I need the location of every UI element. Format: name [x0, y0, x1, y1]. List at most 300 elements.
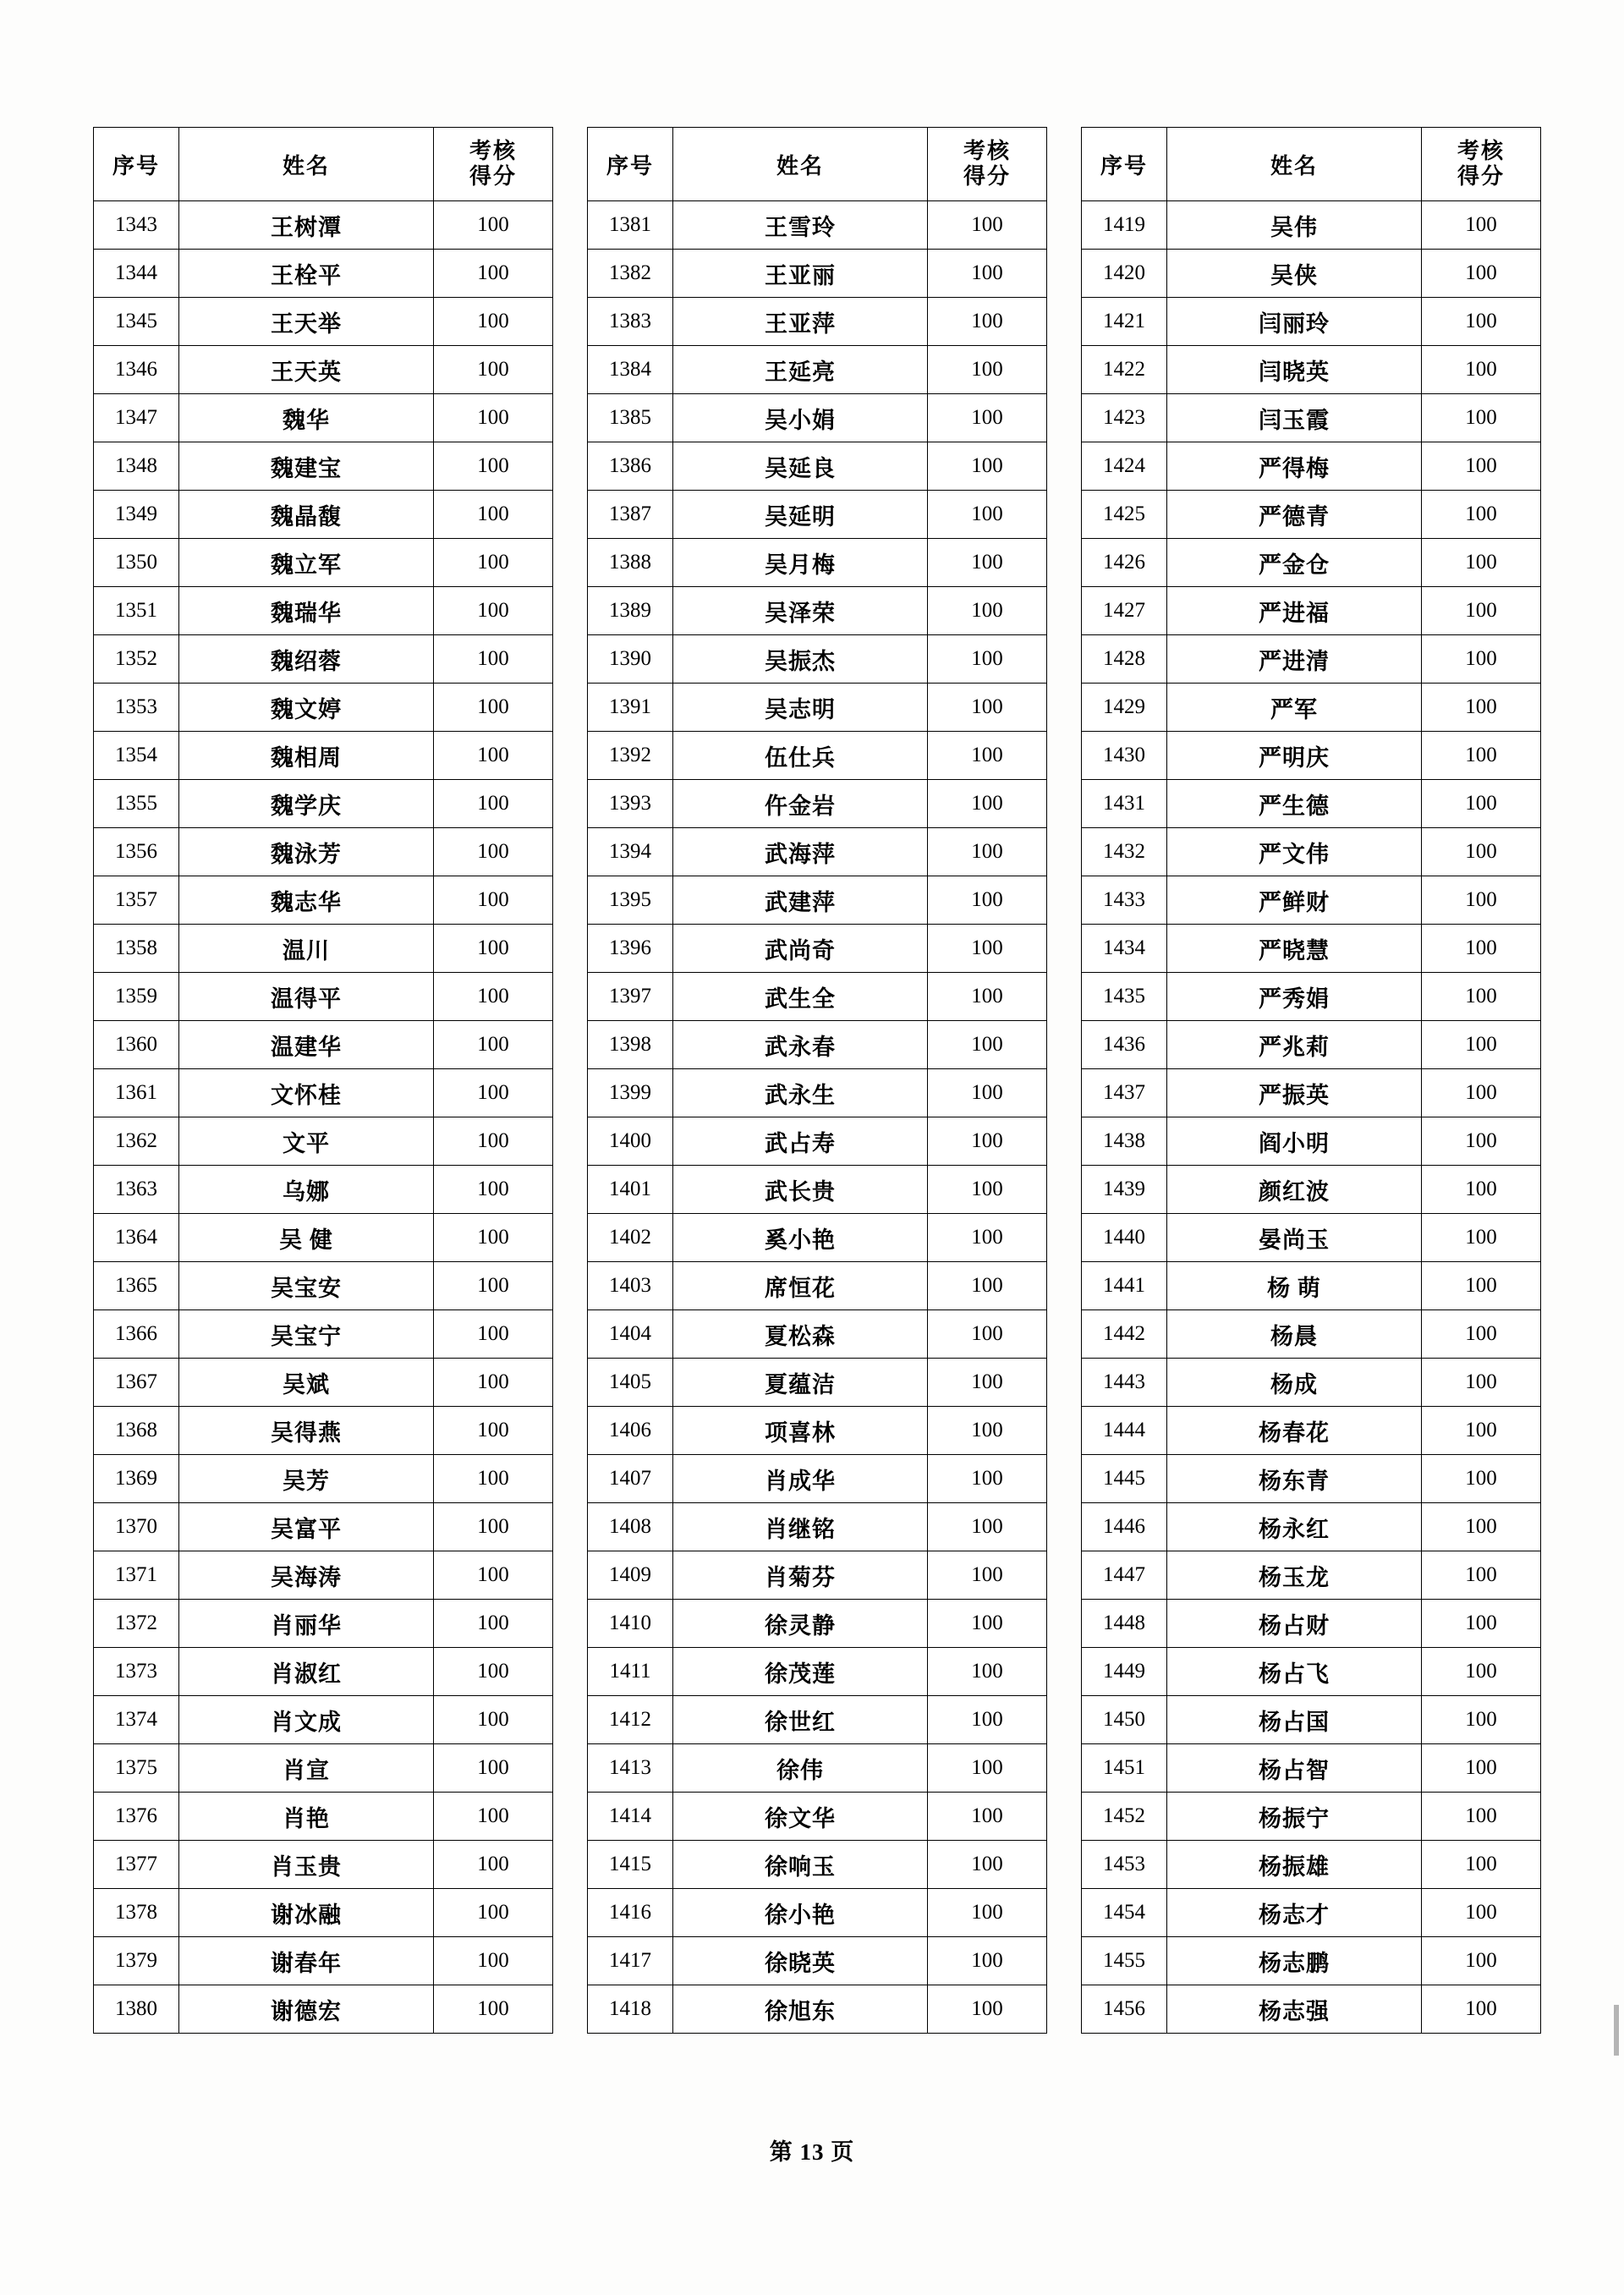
cell-seq: 1370 — [94, 1503, 179, 1551]
table-columns-container — [93, 127, 1531, 2034]
cell-name: 王天英 — [179, 346, 434, 394]
table-row — [588, 1696, 1047, 1744]
table-row — [1082, 298, 1541, 346]
cell-name: 魏志华 — [179, 876, 434, 925]
cell-name: 严文伟 — [1167, 828, 1422, 876]
cell-score: 100 — [928, 1117, 1047, 1166]
cell-score: 100 — [434, 1985, 553, 2034]
cell-score: 100 — [928, 1359, 1047, 1407]
cell-score: 100 — [928, 635, 1047, 684]
table-row — [1082, 1600, 1541, 1648]
cell-name: 王亚萍 — [673, 298, 928, 346]
cell-score: 100 — [434, 828, 553, 876]
cell-name: 杨占智 — [1167, 1744, 1422, 1793]
cell-seq: 1356 — [94, 828, 179, 876]
cell-name: 严晓慧 — [1167, 925, 1422, 973]
table-row — [588, 201, 1047, 250]
cell-seq: 1348 — [94, 442, 179, 491]
cell-seq: 1371 — [94, 1551, 179, 1600]
cell-name: 温川 — [179, 925, 434, 973]
cell-seq: 1403 — [588, 1262, 673, 1310]
table-row — [94, 780, 553, 828]
table-row — [1082, 1310, 1541, 1359]
table-row — [94, 1455, 553, 1503]
cell-name: 武长贵 — [673, 1166, 928, 1214]
table-row — [1082, 250, 1541, 298]
header-seq: 序号 — [588, 128, 673, 201]
table-row — [94, 442, 553, 491]
cell-score: 100 — [1422, 1937, 1541, 1985]
cell-seq: 1447 — [1082, 1551, 1167, 1600]
cell-seq: 1439 — [1082, 1166, 1167, 1214]
cell-name: 吴富平 — [179, 1503, 434, 1551]
table-row — [588, 250, 1047, 298]
table-row — [94, 876, 553, 925]
table-row — [1082, 587, 1541, 635]
cell-seq: 1385 — [588, 394, 673, 442]
table-row — [588, 1503, 1047, 1551]
cell-name: 魏瑞华 — [179, 587, 434, 635]
cell-seq: 1349 — [94, 491, 179, 539]
cell-name: 肖淑红 — [179, 1648, 434, 1696]
cell-seq: 1354 — [94, 732, 179, 780]
table-row — [94, 346, 553, 394]
cell-seq: 1398 — [588, 1021, 673, 1069]
cell-score: 100 — [1422, 1793, 1541, 1841]
table-row — [588, 1214, 1047, 1262]
cell-seq: 1435 — [1082, 973, 1167, 1021]
header-name: 姓名 — [673, 128, 928, 201]
header-score-line1: 考核 — [469, 139, 517, 164]
cell-score: 100 — [928, 1069, 1047, 1117]
cell-score: 100 — [434, 1648, 553, 1696]
score-table-column-1 — [93, 127, 553, 2034]
cell-score: 100 — [1422, 1262, 1541, 1310]
cell-score: 100 — [928, 1648, 1047, 1696]
cell-name: 严得梅 — [1167, 442, 1422, 491]
table-row — [1082, 1648, 1541, 1696]
table-row — [588, 1407, 1047, 1455]
cell-seq: 1401 — [588, 1166, 673, 1214]
table-row — [588, 1648, 1047, 1696]
table-row — [1082, 1793, 1541, 1841]
cell-score: 100 — [1422, 1744, 1541, 1793]
cell-name: 武占寿 — [673, 1117, 928, 1166]
table-row — [94, 1214, 553, 1262]
cell-name: 徐伟 — [673, 1744, 928, 1793]
table-row — [94, 1841, 553, 1889]
cell-name: 吴 健 — [179, 1214, 434, 1262]
table-row — [1082, 1262, 1541, 1310]
header-score-line1: 考核 — [963, 139, 1011, 164]
cell-score: 100 — [434, 1937, 553, 1985]
table-row — [588, 1600, 1047, 1648]
cell-seq: 1451 — [1082, 1744, 1167, 1793]
header-score-line2: 得分 — [963, 164, 1011, 189]
header-seq: 序号 — [1082, 128, 1167, 201]
cell-seq: 1425 — [1082, 491, 1167, 539]
cell-seq: 1440 — [1082, 1214, 1167, 1262]
score-table-column-2 — [587, 127, 1047, 2034]
cell-name: 肖宣 — [179, 1744, 434, 1793]
cell-name: 晏尚玉 — [1167, 1214, 1422, 1262]
page-number: 第 13 页 — [769, 2139, 855, 2165]
cell-score: 100 — [1422, 925, 1541, 973]
table-row — [94, 298, 553, 346]
table-row — [588, 1359, 1047, 1407]
cell-name: 闫玉霞 — [1167, 394, 1422, 442]
table-row — [94, 1117, 553, 1166]
cell-score: 100 — [434, 1455, 553, 1503]
cell-name: 吴侠 — [1167, 250, 1422, 298]
cell-name: 徐晓英 — [673, 1937, 928, 1985]
cell-name: 王延亮 — [673, 346, 928, 394]
cell-score: 100 — [1422, 1069, 1541, 1117]
table-row — [588, 1889, 1047, 1937]
cell-name: 吴志明 — [673, 684, 928, 732]
cell-name: 徐灵静 — [673, 1600, 928, 1648]
cell-name: 吴月梅 — [673, 539, 928, 587]
cell-score: 100 — [434, 1551, 553, 1600]
table-row — [1082, 1455, 1541, 1503]
cell-name: 伍仕兵 — [673, 732, 928, 780]
cell-score: 100 — [434, 1503, 553, 1551]
cell-name: 吴泽荣 — [673, 587, 928, 635]
table-row — [588, 925, 1047, 973]
table-row — [588, 1744, 1047, 1793]
cell-seq: 1433 — [1082, 876, 1167, 925]
cell-name: 肖玉贵 — [179, 1841, 434, 1889]
cell-seq: 1364 — [94, 1214, 179, 1262]
cell-name: 严生德 — [1167, 780, 1422, 828]
cell-seq: 1378 — [94, 1889, 179, 1937]
cell-score: 100 — [1422, 635, 1541, 684]
table-row — [588, 1117, 1047, 1166]
cell-seq: 1353 — [94, 684, 179, 732]
cell-name: 徐文华 — [673, 1793, 928, 1841]
cell-seq: 1412 — [588, 1696, 673, 1744]
cell-seq: 1394 — [588, 828, 673, 876]
table-row — [588, 1069, 1047, 1117]
table-row — [94, 1985, 553, 2034]
cell-seq: 1376 — [94, 1793, 179, 1841]
cell-seq: 1375 — [94, 1744, 179, 1793]
cell-score: 100 — [434, 1069, 553, 1117]
table-row — [588, 491, 1047, 539]
cell-seq: 1367 — [94, 1359, 179, 1407]
cell-seq: 1443 — [1082, 1359, 1167, 1407]
cell-score: 100 — [928, 684, 1047, 732]
cell-seq: 1428 — [1082, 635, 1167, 684]
cell-seq: 1421 — [1082, 298, 1167, 346]
cell-score: 100 — [434, 1841, 553, 1889]
table-row — [588, 1551, 1047, 1600]
table-row — [1082, 973, 1541, 1021]
cell-score: 100 — [1422, 732, 1541, 780]
cell-score: 100 — [928, 298, 1047, 346]
cell-score: 100 — [434, 1214, 553, 1262]
cell-score: 100 — [928, 1166, 1047, 1214]
cell-score: 100 — [434, 684, 553, 732]
cell-score: 100 — [434, 1262, 553, 1310]
cell-score: 100 — [1422, 346, 1541, 394]
cell-name: 夏松森 — [673, 1310, 928, 1359]
cell-score: 100 — [928, 346, 1047, 394]
table-row — [1082, 925, 1541, 973]
cell-name: 杨东青 — [1167, 1455, 1422, 1503]
table-row — [94, 1069, 553, 1117]
cell-name: 徐响玉 — [673, 1841, 928, 1889]
cell-name: 文怀桂 — [179, 1069, 434, 1117]
cell-seq: 1399 — [588, 1069, 673, 1117]
table-row — [1082, 1937, 1541, 1985]
cell-seq: 1355 — [94, 780, 179, 828]
cell-seq: 1417 — [588, 1937, 673, 1985]
table-row — [588, 684, 1047, 732]
cell-name: 王亚丽 — [673, 250, 928, 298]
cell-seq: 1453 — [1082, 1841, 1167, 1889]
cell-seq: 1431 — [1082, 780, 1167, 828]
cell-name: 魏绍蓉 — [179, 635, 434, 684]
table-row — [588, 1455, 1047, 1503]
table-row — [1082, 780, 1541, 828]
table-row — [94, 201, 553, 250]
cell-seq: 1379 — [94, 1937, 179, 1985]
cell-name: 魏泳芳 — [179, 828, 434, 876]
header-score-line1: 考核 — [1457, 139, 1505, 164]
table-row — [588, 1937, 1047, 1985]
cell-seq: 1345 — [94, 298, 179, 346]
cell-score: 100 — [1422, 539, 1541, 587]
cell-seq: 1387 — [588, 491, 673, 539]
table-row — [94, 1166, 553, 1214]
cell-name: 肖继铭 — [673, 1503, 928, 1551]
cell-score: 100 — [1422, 1551, 1541, 1600]
table-row — [1082, 1503, 1541, 1551]
cell-name: 杨永红 — [1167, 1503, 1422, 1551]
cell-name: 武建萍 — [673, 876, 928, 925]
table-row — [94, 394, 553, 442]
cell-score: 100 — [1422, 250, 1541, 298]
cell-seq: 1359 — [94, 973, 179, 1021]
cell-seq: 1405 — [588, 1359, 673, 1407]
header-row — [588, 128, 1047, 201]
cell-score: 100 — [1422, 1841, 1541, 1889]
table-row — [588, 828, 1047, 876]
header-score — [1422, 128, 1541, 201]
cell-name: 魏文婷 — [179, 684, 434, 732]
cell-score: 100 — [1422, 1455, 1541, 1503]
cell-name: 徐旭东 — [673, 1985, 928, 2034]
cell-name: 肖菊芬 — [673, 1551, 928, 1600]
cell-seq: 1362 — [94, 1117, 179, 1166]
cell-seq: 1418 — [588, 1985, 673, 2034]
cell-score: 100 — [928, 1310, 1047, 1359]
table-row — [1082, 1551, 1541, 1600]
table-row — [94, 828, 553, 876]
cell-seq: 1406 — [588, 1407, 673, 1455]
table-row — [1082, 1069, 1541, 1117]
table-row — [588, 442, 1047, 491]
cell-seq: 1450 — [1082, 1696, 1167, 1744]
table-row — [1082, 1214, 1541, 1262]
cell-name: 吴宝宁 — [179, 1310, 434, 1359]
table-row — [94, 1648, 553, 1696]
cell-score: 100 — [434, 1744, 553, 1793]
cell-seq: 1441 — [1082, 1262, 1167, 1310]
cell-seq: 1445 — [1082, 1455, 1167, 1503]
cell-score: 100 — [434, 539, 553, 587]
cell-name: 徐小艳 — [673, 1889, 928, 1937]
table-row — [1082, 684, 1541, 732]
cell-seq: 1396 — [588, 925, 673, 973]
cell-seq: 1438 — [1082, 1117, 1167, 1166]
table-row — [588, 780, 1047, 828]
cell-name: 王树潭 — [179, 201, 434, 250]
table-row — [1082, 491, 1541, 539]
table-row — [588, 346, 1047, 394]
cell-seq: 1456 — [1082, 1985, 1167, 2034]
cell-score: 100 — [1422, 973, 1541, 1021]
header-name: 姓名 — [1167, 128, 1422, 201]
table-body-column-2 — [588, 201, 1047, 2034]
cell-name: 严进福 — [1167, 587, 1422, 635]
cell-name: 徐世红 — [673, 1696, 928, 1744]
cell-name: 吴小娟 — [673, 394, 928, 442]
cell-name: 吴伟 — [1167, 201, 1422, 250]
cell-name: 杨玉龙 — [1167, 1551, 1422, 1600]
cell-seq: 1352 — [94, 635, 179, 684]
table-row — [1082, 1166, 1541, 1214]
cell-seq: 1390 — [588, 635, 673, 684]
cell-seq: 1413 — [588, 1744, 673, 1793]
cell-seq: 1382 — [588, 250, 673, 298]
cell-seq: 1358 — [94, 925, 179, 973]
table-row — [1082, 1117, 1541, 1166]
cell-name: 武海萍 — [673, 828, 928, 876]
cell-score: 100 — [434, 973, 553, 1021]
table-row — [1082, 394, 1541, 442]
page-footer — [0, 2132, 1624, 2168]
cell-seq: 1372 — [94, 1600, 179, 1648]
table-row — [94, 1359, 553, 1407]
table-row — [94, 539, 553, 587]
cell-name: 严鲜财 — [1167, 876, 1422, 925]
cell-seq: 1442 — [1082, 1310, 1167, 1359]
cell-seq: 1455 — [1082, 1937, 1167, 1985]
cell-seq: 1446 — [1082, 1503, 1167, 1551]
cell-score: 100 — [434, 1021, 553, 1069]
cell-seq: 1374 — [94, 1696, 179, 1744]
table-row — [94, 1696, 553, 1744]
cell-score: 100 — [928, 539, 1047, 587]
table-row — [1082, 442, 1541, 491]
cell-name: 杨成 — [1167, 1359, 1422, 1407]
cell-seq: 1404 — [588, 1310, 673, 1359]
table-body-column-1 — [94, 201, 553, 2034]
cell-name: 严德青 — [1167, 491, 1422, 539]
cell-score: 100 — [434, 635, 553, 684]
cell-score: 100 — [434, 1310, 553, 1359]
cell-name: 王天举 — [179, 298, 434, 346]
cell-seq: 1427 — [1082, 587, 1167, 635]
cell-name: 吴斌 — [179, 1359, 434, 1407]
cell-name: 仵金岩 — [673, 780, 928, 828]
table-row — [94, 1407, 553, 1455]
cell-seq: 1448 — [1082, 1600, 1167, 1648]
cell-seq: 1347 — [94, 394, 179, 442]
cell-seq: 1411 — [588, 1648, 673, 1696]
table-row — [588, 1021, 1047, 1069]
cell-seq: 1389 — [588, 587, 673, 635]
cell-name: 吴海涛 — [179, 1551, 434, 1600]
cell-name: 严振英 — [1167, 1069, 1422, 1117]
cell-score: 100 — [928, 1407, 1047, 1455]
cell-score: 100 — [928, 1841, 1047, 1889]
cell-name: 杨占国 — [1167, 1696, 1422, 1744]
cell-name: 吴延良 — [673, 442, 928, 491]
cell-name: 魏相周 — [179, 732, 434, 780]
table-row — [94, 250, 553, 298]
cell-seq: 1351 — [94, 587, 179, 635]
table-row — [94, 973, 553, 1021]
cell-seq: 1402 — [588, 1214, 673, 1262]
cell-name: 武尚奇 — [673, 925, 928, 973]
table-row — [94, 732, 553, 780]
score-table-column-3 — [1081, 127, 1541, 2034]
cell-score: 100 — [1422, 780, 1541, 828]
cell-score: 100 — [928, 491, 1047, 539]
table-row — [94, 1310, 553, 1359]
header-row — [94, 128, 553, 201]
cell-seq: 1429 — [1082, 684, 1167, 732]
cell-score: 100 — [434, 346, 553, 394]
table-row — [1082, 346, 1541, 394]
cell-score: 100 — [1422, 442, 1541, 491]
cell-score: 100 — [434, 394, 553, 442]
cell-name: 温得平 — [179, 973, 434, 1021]
table-row — [1082, 539, 1541, 587]
cell-seq: 1423 — [1082, 394, 1167, 442]
cell-name: 王栓平 — [179, 250, 434, 298]
table-row — [1082, 828, 1541, 876]
cell-name: 杨占飞 — [1167, 1648, 1422, 1696]
cell-score: 100 — [928, 828, 1047, 876]
cell-seq: 1391 — [588, 684, 673, 732]
table-row — [1082, 1407, 1541, 1455]
cell-seq: 1416 — [588, 1889, 673, 1937]
cell-score: 100 — [928, 1985, 1047, 2034]
cell-score: 100 — [928, 1262, 1047, 1310]
table-row — [1082, 1021, 1541, 1069]
cell-name: 吴振杰 — [673, 635, 928, 684]
cell-name: 阎小明 — [1167, 1117, 1422, 1166]
cell-score: 100 — [1422, 1166, 1541, 1214]
cell-score: 100 — [434, 298, 553, 346]
table-row — [1082, 1359, 1541, 1407]
cell-score: 100 — [1422, 1117, 1541, 1166]
header-row — [1082, 128, 1541, 201]
cell-score: 100 — [434, 1696, 553, 1744]
table-row — [588, 539, 1047, 587]
table-row — [94, 925, 553, 973]
cell-seq: 1400 — [588, 1117, 673, 1166]
cell-name: 魏立军 — [179, 539, 434, 587]
cell-score: 100 — [1422, 1889, 1541, 1937]
cell-seq: 1436 — [1082, 1021, 1167, 1069]
header-seq: 序号 — [94, 128, 179, 201]
cell-score: 100 — [434, 1359, 553, 1407]
